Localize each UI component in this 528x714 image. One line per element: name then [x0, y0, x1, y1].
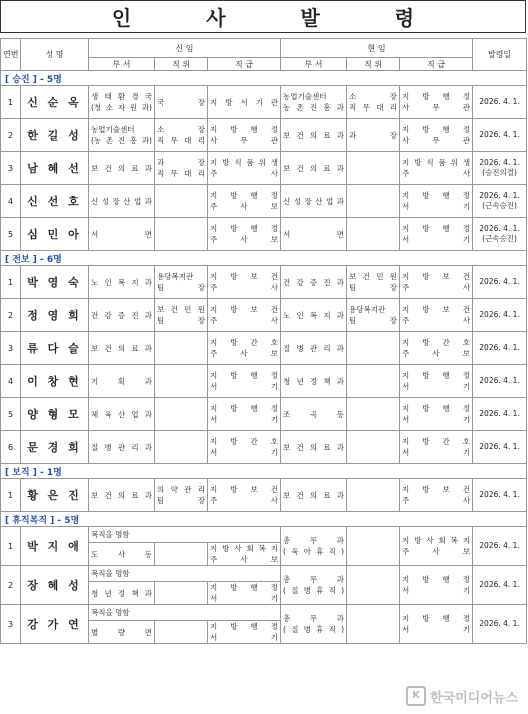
cell-line: 지 방 간 호 [402, 437, 471, 446]
cell-line: 보 건 민 원 [349, 272, 398, 281]
current-dept [281, 365, 347, 398]
cell-line: 주 사 [210, 283, 279, 292]
current-position [347, 218, 400, 251]
cell-line: 2026. 4. 1. [479, 277, 520, 286]
current-grade [400, 527, 473, 566]
table-row [1, 266, 527, 299]
table-row [1, 218, 527, 251]
new-grade [208, 543, 281, 566]
cell-line: (근속승진) [482, 234, 517, 243]
cell-line: 노 인 복 지 과 [91, 277, 152, 287]
new-position [155, 479, 208, 512]
section-label: [ 전보 ] - 6명 [1, 251, 527, 266]
appointment-date [473, 119, 527, 152]
cell-line: 지 방 보 건 [210, 272, 279, 281]
current-grade [400, 431, 473, 464]
new-grade [208, 431, 281, 464]
current-grade [400, 566, 473, 605]
cell-line: 총 무 과 [283, 614, 345, 623]
header-new-grade: 직 급 [208, 58, 281, 71]
cell-line: 서 기 [210, 415, 279, 424]
new-position [155, 431, 208, 464]
table-row [1, 152, 527, 185]
person-name: 박 영 숙 [21, 266, 89, 299]
header-cur-pos: 직 위 [347, 58, 400, 71]
cell-line: 주 사 [402, 169, 471, 178]
cell-line: (청 소 자 원 과) [91, 103, 152, 112]
person-name: 한 길 성 [21, 119, 89, 152]
current-position [347, 605, 400, 644]
current-position [347, 479, 400, 512]
current-position [347, 365, 400, 398]
cell-line: 서 면 [91, 229, 152, 239]
new-dept [89, 266, 155, 299]
cell-line: 건 강 증 진 과 [91, 310, 152, 320]
current-dept [281, 86, 347, 119]
row-number: 6 [1, 431, 21, 464]
appointment-table [0, 38, 527, 644]
current-dept [281, 605, 347, 644]
cell-line: 지 방 행 정 [210, 404, 279, 413]
cell-line: 지 방 행 정 [210, 224, 279, 233]
cell-line: 서 기 [210, 594, 279, 603]
new-grade [208, 266, 281, 299]
new-grade [208, 119, 281, 152]
person-name: 정 영 희 [21, 299, 89, 332]
cell-line: 주 사 보 [210, 202, 279, 211]
cell-line: 과 장 [349, 130, 398, 140]
new-dept [89, 299, 155, 332]
new-position [155, 332, 208, 365]
watermark-text: 한국미디어뉴스 [430, 690, 518, 706]
section-label: [ 보직 ] - 1명 [1, 464, 527, 479]
cell-line: ( 질 병 휴 직 ) [283, 586, 345, 595]
row-number: 1 [1, 86, 21, 119]
cell-line: 2026. 4. 1. [479, 343, 520, 352]
row-number: 3 [1, 332, 21, 365]
cell-line: 보 건 의 료 과 [283, 163, 345, 173]
cell-line: 보 건 의 료 과 [283, 490, 345, 500]
appointment-date [473, 365, 527, 398]
new-position [155, 266, 208, 299]
cell-line: 사 무 관 [402, 136, 471, 145]
cell-line: 주 사 보 [210, 235, 279, 244]
cell-line: 지 방 행 정 [210, 371, 279, 380]
new-dept [89, 185, 155, 218]
current-grade [400, 299, 473, 332]
current-dept [281, 185, 347, 218]
new-grade [208, 218, 281, 251]
cell-line: 주 사 보 [210, 349, 279, 358]
table-row [1, 365, 527, 398]
watermark [406, 686, 518, 706]
new-position [155, 299, 208, 332]
header-date: 발령일 [473, 39, 527, 71]
cell-line: 청 년 정 책 과 [283, 376, 345, 386]
appointment-date [473, 398, 527, 431]
new-position [155, 398, 208, 431]
cell-line: 팀 장 [157, 283, 205, 292]
new-dept [89, 152, 155, 185]
cell-line: 서 기 [402, 235, 471, 244]
new-position [155, 218, 208, 251]
cell-line: 직 무 대 리 [349, 103, 398, 112]
cell-line: 주 사 보 [402, 349, 471, 358]
header-current: 현 임 [281, 39, 473, 58]
new-position [155, 86, 208, 119]
cell-line: 사 무 관 [402, 103, 471, 112]
row-number: 5 [1, 218, 21, 251]
cell-line: 지 방 행 정 [210, 125, 279, 134]
reinstatement-note: 복직을 명함 [89, 605, 281, 621]
new-dept [89, 479, 155, 512]
table-row [1, 479, 527, 512]
appointment-date: 2026. 4. 1. [473, 605, 527, 644]
cell-line: 지 방 행 정 [402, 92, 471, 101]
cell-line: 지 방 행 정 [210, 622, 279, 631]
table-row [1, 527, 527, 543]
new-dept: 청 년 정 책 과 [89, 582, 155, 605]
cell-line: 지 방 행 정 [402, 191, 471, 200]
cell-line: 총 무 과 [283, 536, 345, 545]
new-grade [208, 398, 281, 431]
new-grade [208, 479, 281, 512]
appointment-date [473, 431, 527, 464]
cell-line: 2026. 4. 1. [479, 409, 520, 418]
cell-line: 지 방 행 정 [210, 583, 279, 592]
cell-line: 지 방 행 정 [402, 371, 471, 380]
person-name: 황 은 진 [21, 479, 89, 512]
current-dept [281, 431, 347, 464]
new-grade [208, 152, 281, 185]
cell-line: 건 강 증 진 과 [283, 277, 345, 287]
cell-line: 지 방 식 품 위 생 [210, 158, 279, 167]
table-row [1, 398, 527, 431]
person-name: 신 순 옥 [21, 86, 89, 119]
person-name: 강 가 연 [21, 605, 89, 644]
cell-line: 신 성 장 산 업 과 [91, 196, 152, 206]
cell-line: 지 방 행 정 [402, 125, 471, 134]
cell-line: 보 건 의 료 과 [283, 130, 345, 140]
header-name: 성 명 [21, 39, 89, 71]
header-new-dept: 부 서 [89, 58, 155, 71]
appointment-date [473, 332, 527, 365]
new-position [155, 119, 208, 152]
new-position [155, 582, 208, 605]
current-position [347, 86, 400, 119]
current-dept [281, 479, 347, 512]
new-dept [89, 119, 155, 152]
cell-line: 직 무 대 리 [157, 169, 205, 178]
person-name: 이 창 현 [21, 365, 89, 398]
cell-line: 보 건 민 원 [157, 305, 205, 314]
current-grade [400, 86, 473, 119]
table-row [1, 185, 527, 218]
person-name: 장 혜 성 [21, 566, 89, 605]
person-name: 류 다 슬 [21, 332, 89, 365]
header-cur-grade: 직 급 [400, 58, 473, 71]
person-name: 박 지 애 [21, 527, 89, 566]
current-grade [400, 119, 473, 152]
cell-line: 국 장 [157, 97, 205, 107]
table-row [1, 86, 527, 119]
cell-line: 팀 장 [349, 283, 398, 292]
row-number: 4 [1, 365, 21, 398]
cell-line: 2026. 4. 1. [479, 490, 520, 499]
new-grade [208, 365, 281, 398]
new-grade [208, 332, 281, 365]
row-number: 2 [1, 299, 21, 332]
current-dept [281, 152, 347, 185]
cell-line: 주 사 보 [210, 555, 279, 564]
cell-line: 지 방 간 호 [210, 338, 279, 347]
cell-line: 지 방 행 정 [402, 404, 471, 413]
cell-line: 팀 장 [349, 316, 398, 325]
cell-line: 서 기 [402, 448, 471, 457]
current-grade [400, 365, 473, 398]
cell-line: 2026. 4. 1. [479, 97, 520, 106]
current-position [347, 566, 400, 605]
current-grade [400, 398, 473, 431]
new-dept: 도 사 동 [89, 543, 155, 566]
row-number: 4 [1, 185, 21, 218]
current-grade [400, 266, 473, 299]
section-label: [ 휴직복직 ] - 5명 [1, 512, 527, 527]
table-row [1, 431, 527, 464]
cell-line: 농 촌 진 흥 과 [283, 103, 345, 112]
cell-line: 직 무 대 리 [157, 136, 205, 145]
cell-line: 주 사 [210, 316, 279, 325]
new-position [155, 152, 208, 185]
cell-line: 지 방 간 호 [402, 338, 471, 347]
cell-line: 지 방 보 건 [210, 305, 279, 314]
cell-line: ( 육 아 휴 직 ) [283, 547, 345, 556]
new-dept [89, 365, 155, 398]
appointment-date [473, 185, 527, 218]
person-name: 심 민 아 [21, 218, 89, 251]
cell-line: 서 기 [402, 625, 471, 634]
new-position [155, 365, 208, 398]
cell-line: ( 질 병 휴 직 ) [283, 625, 345, 634]
table-row [1, 119, 527, 152]
row-number: 1 [1, 479, 21, 512]
cell-line: 용당복지관 [349, 305, 386, 314]
cell-line: 질 병 관 리 과 [283, 343, 345, 353]
cell-line: 주 사 [210, 169, 279, 178]
current-position [347, 299, 400, 332]
appointment-date [473, 152, 527, 185]
cell-line: 주 사 [402, 496, 471, 505]
cell-line: 신 성 장 산 업 과 [283, 196, 345, 206]
cell-line: 생 태 환 경 국 [91, 92, 152, 101]
appointment-date [473, 266, 527, 299]
cell-line: 서 기 [402, 586, 471, 595]
reinstatement-note: 복직을 명함 [89, 527, 281, 543]
cell-line: 소 장 [349, 92, 398, 101]
row-number: 1 [1, 266, 21, 299]
cell-line: 농업기술센터 [91, 125, 135, 134]
cell-line: 소 장 [157, 125, 205, 134]
current-grade [400, 152, 473, 185]
cell-line: (승진의결) [482, 168, 517, 177]
current-dept [281, 332, 347, 365]
cell-line: 서 면 [283, 229, 345, 239]
cell-line: 서 기 [402, 382, 471, 391]
cell-line: 질 병 관 리 과 [91, 442, 152, 452]
cell-line: 지 방 사 회 복 지 [210, 544, 279, 553]
appointment-date [473, 218, 527, 251]
header-no: 연번 [1, 39, 21, 71]
current-dept [281, 218, 347, 251]
cell-line: 지 방 보 건 [402, 485, 471, 494]
current-position [347, 185, 400, 218]
cell-line: 주 사 [402, 283, 471, 292]
row-number: 1 [1, 527, 21, 566]
cell-line: 2026. 4. 1. [479, 158, 520, 167]
cell-line: 주 사 [402, 316, 471, 325]
new-position [155, 185, 208, 218]
current-dept [281, 527, 347, 566]
cell-line: 지 방 서 기 관 [210, 97, 279, 107]
cell-line: 팀 장 [157, 496, 205, 505]
header-new: 신 임 [89, 39, 281, 58]
row-number: 5 [1, 398, 21, 431]
person-name: 신 선 호 [21, 185, 89, 218]
new-dept [89, 218, 155, 251]
cell-line: 지 방 행 정 [402, 575, 471, 584]
table-row [1, 332, 527, 365]
cell-line: 지 방 간 호 [210, 437, 279, 446]
current-position [347, 431, 400, 464]
cell-line: 2026. 4. 1. [479, 224, 520, 233]
cell-line: 2026. 4. 1. [479, 310, 520, 319]
cell-line: 보 건 의 료 과 [91, 163, 152, 173]
cell-line: 지 방 사 회 복 지 [402, 536, 471, 545]
section-label: [ 승진 ] - 5명 [1, 71, 527, 86]
row-number: 3 [1, 152, 21, 185]
current-position [347, 527, 400, 566]
table-row [1, 605, 527, 621]
cell-line: 서 기 [210, 633, 279, 642]
current-position [347, 152, 400, 185]
current-grade [400, 479, 473, 512]
cell-line: 사 무 관 [210, 136, 279, 145]
new-dept: 별 량 면 [89, 621, 155, 644]
row-number: 2 [1, 566, 21, 605]
cell-line: 총 무 과 [283, 575, 345, 584]
cell-line: 2026. 4. 1. [479, 442, 520, 451]
current-dept [281, 566, 347, 605]
cell-line: 지 방 보 건 [210, 485, 279, 494]
current-grade [400, 332, 473, 365]
cell-line: 지 방 행 정 [402, 224, 471, 233]
cell-line: 보 건 의 료 과 [283, 442, 345, 452]
cell-line: 의 약 관 리 [157, 485, 205, 494]
cell-line: 지 방 보 건 [402, 272, 471, 281]
cell-line: 지 방 식 품 위 생 [402, 158, 471, 167]
cell-line: 기 획 과 [91, 376, 152, 386]
table-row [1, 566, 527, 582]
page-title: 인 사 발 령 [0, 0, 526, 33]
cell-line: 주 사 보 [402, 547, 471, 556]
header-cur-dept: 부 서 [281, 58, 347, 71]
cell-line: 조 곡 동 [283, 409, 345, 419]
cell-line: 주 사 [210, 496, 279, 505]
cell-line: (농 촌 진 흥 과) [91, 136, 152, 145]
new-grade [208, 582, 281, 605]
cell-line: 과 장 [157, 158, 205, 167]
cell-line: 서 기 [210, 382, 279, 391]
cell-line: 지 방 행 정 [402, 614, 471, 623]
current-grade [400, 185, 473, 218]
appointment-date [473, 86, 527, 119]
row-number: 2 [1, 119, 21, 152]
current-dept [281, 119, 347, 152]
cell-line: 팀 장 [157, 316, 205, 325]
new-position [155, 543, 208, 566]
cell-line: 2026. 4. 1. [479, 130, 520, 139]
new-grade [208, 621, 281, 644]
new-grade [208, 299, 281, 332]
row-number: 3 [1, 605, 21, 644]
reinstatement-note: 복직을 명함 [89, 566, 281, 582]
cell-line: 체 육 산 업 과 [91, 409, 152, 419]
new-dept [89, 332, 155, 365]
current-dept [281, 299, 347, 332]
media-logo-icon: K [406, 686, 426, 706]
current-position [347, 119, 400, 152]
current-position [347, 332, 400, 365]
current-grade [400, 218, 473, 251]
cell-line: 서 기 [210, 448, 279, 457]
cell-line: 용당복지관 [157, 272, 194, 281]
appointment-date [473, 299, 527, 332]
appointment-date [473, 479, 527, 512]
cell-line: 서 기 [402, 415, 471, 424]
new-dept [89, 431, 155, 464]
cell-line: 보 건 의 료 과 [91, 490, 152, 500]
person-name: 양 형 모 [21, 398, 89, 431]
current-dept [281, 266, 347, 299]
new-grade [208, 86, 281, 119]
cell-line: 농업기술센터 [283, 92, 327, 101]
appointment-date: 2026. 4. 1. [473, 527, 527, 566]
header-new-pos: 직 위 [155, 58, 208, 71]
new-grade [208, 185, 281, 218]
cell-line: 보 건 의 료 과 [91, 343, 152, 353]
cell-line: 서 기 [402, 202, 471, 211]
current-grade [400, 605, 473, 644]
cell-line: 2026. 4. 1. [479, 376, 520, 385]
current-position [347, 266, 400, 299]
new-position [155, 621, 208, 644]
cell-line: (근속승진) [482, 201, 517, 210]
cell-line: 지 방 행 정 [210, 191, 279, 200]
current-dept [281, 398, 347, 431]
new-dept [89, 86, 155, 119]
table-row [1, 299, 527, 332]
person-name: 남 혜 선 [21, 152, 89, 185]
person-name: 문 경 희 [21, 431, 89, 464]
cell-line: 2026. 4. 1. [479, 191, 520, 200]
cell-line: 지 방 보 건 [402, 305, 471, 314]
current-position [347, 398, 400, 431]
appointment-date: 2026. 4. 1. [473, 566, 527, 605]
cell-line: 노 인 복 지 과 [283, 310, 345, 320]
new-dept [89, 398, 155, 431]
